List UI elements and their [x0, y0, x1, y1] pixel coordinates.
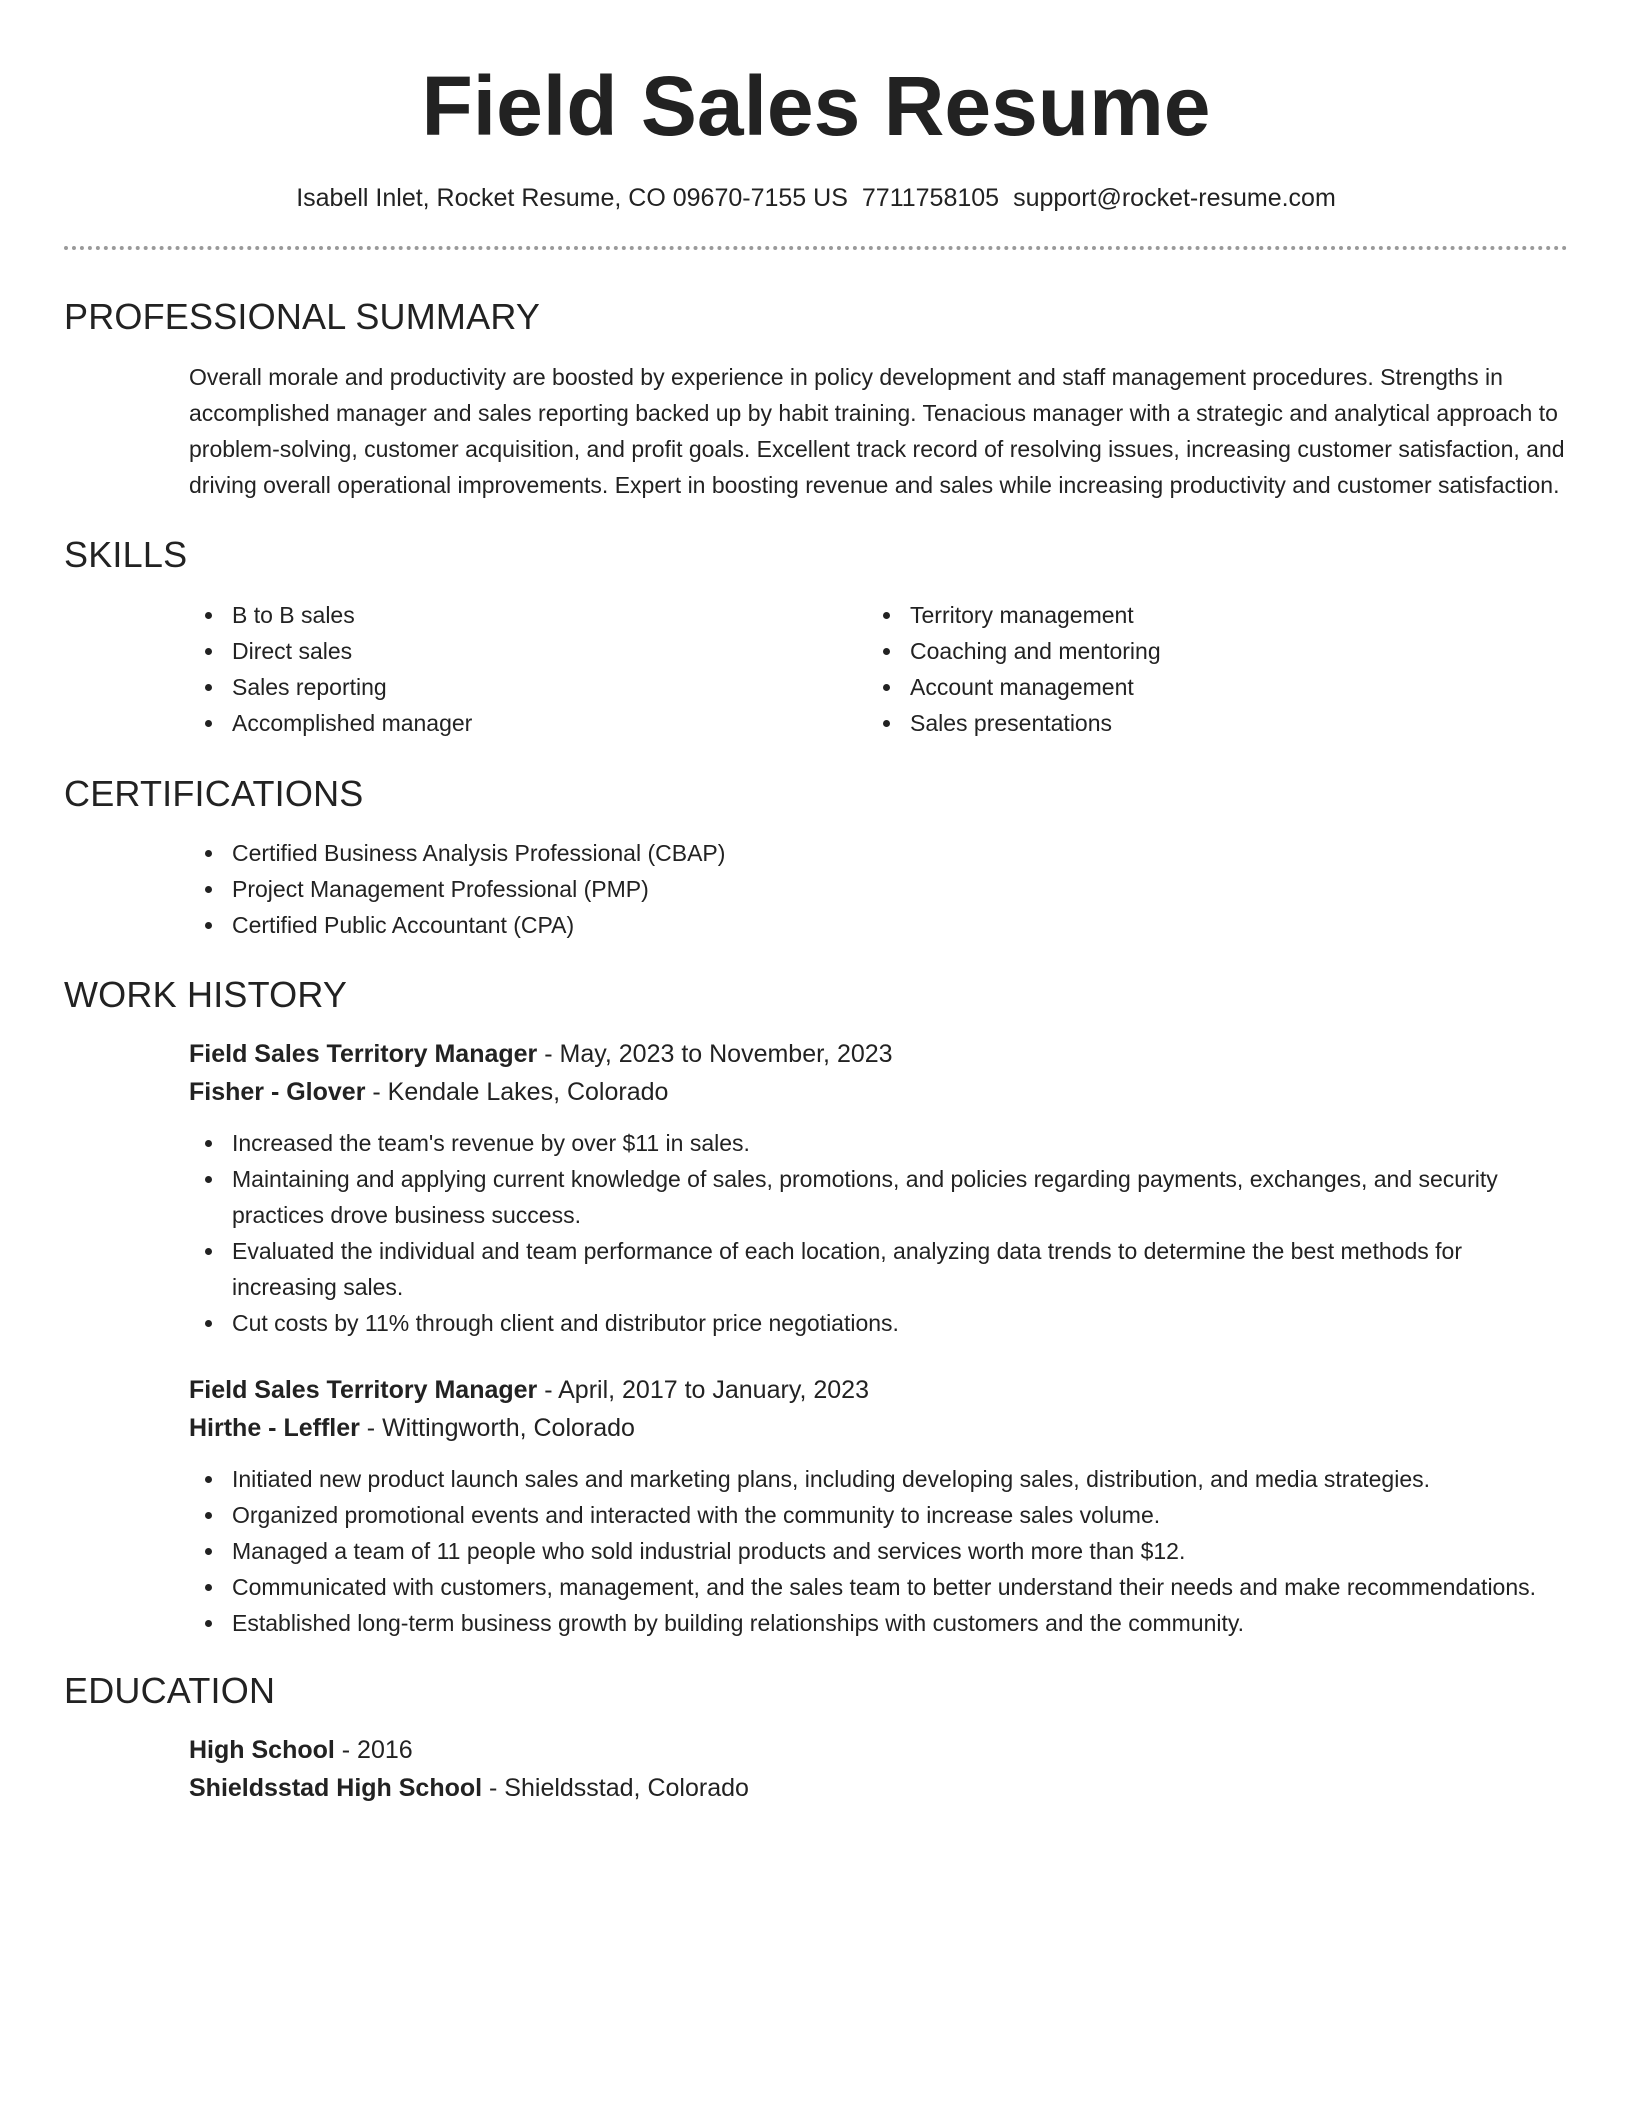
- job-entry: [189, 1371, 1568, 1641]
- skills-heading: SKILLS: [64, 534, 188, 575]
- bullet-icon: [883, 612, 890, 619]
- job-duty-item: Established long-term business growth by building relationships with customers and the community.: [189, 1605, 1568, 1641]
- skill-item: Account management: [867, 669, 1545, 705]
- job-title: Field Sales Territory Manager: [189, 1040, 538, 1068]
- work-history-section: [64, 973, 1568, 1641]
- skills-section: [64, 533, 1568, 741]
- job-title-line: [189, 1371, 1568, 1409]
- degree-line: [189, 1731, 1568, 1769]
- bullet-icon: [205, 1140, 212, 1147]
- bullet-icon: [205, 1320, 212, 1327]
- job-duty-item: Initiated new product launch sales and marketing plans, including developing sales, distribution, and media strategies.: [189, 1461, 1568, 1497]
- summary-text: Overall morale and productivity are boosted by experience in policy development and staff management procedures. Strengths in accomplished manager and sales reporting backed up by habit training. Tenacious manager with a strategic and analytical approach to problem-solving, customer acquisition, and profit goals. Excellent track record of resolving issues, increasing customer satisfaction, and driving overall operational improvements. Expert in boosting revenue and sales while increasing productivity and customer satisfaction.: [189, 364, 1565, 498]
- skill-item: Direct sales: [189, 633, 867, 669]
- job-company-line: [189, 1409, 1568, 1447]
- degree-name: High School: [189, 1736, 335, 1764]
- school-name: Shieldsstad High School: [189, 1774, 483, 1802]
- skills-list-left: [189, 597, 867, 741]
- bullet-icon: [205, 1584, 212, 1591]
- skill-item: Accomplished manager: [189, 705, 867, 741]
- job-title: Field Sales Territory Manager: [189, 1376, 538, 1404]
- summary-heading: PROFESSIONAL SUMMARY: [64, 296, 541, 337]
- skill-item: B to B sales: [189, 597, 867, 633]
- bullet-icon: [205, 612, 212, 619]
- contact-phone: 7711758105: [861, 184, 1000, 212]
- bullet-icon: [205, 720, 212, 727]
- job-dates: - May, 2023 to November, 2023: [537, 1040, 893, 1068]
- work-history-heading: WORK HISTORY: [64, 974, 348, 1015]
- job-company: Hirthe - Leffler: [189, 1414, 360, 1442]
- bullet-icon: [883, 720, 890, 727]
- certification-item: Certified Business Analysis Professional (CBAP): [189, 835, 1568, 871]
- certification-item: Project Management Professional (PMP): [189, 871, 1568, 907]
- bullet-icon: [205, 1476, 212, 1483]
- bullet-icon: [883, 648, 890, 655]
- job-company: Fisher - Glover: [189, 1078, 366, 1106]
- bullet-icon: [205, 886, 212, 893]
- bullet-icon: [205, 1548, 212, 1555]
- school-line: [189, 1769, 1568, 1807]
- contact-address: Isabell Inlet, Rocket Resume, CO 09670-7155 US: [296, 184, 848, 212]
- skills-list-right: [867, 597, 1545, 741]
- bullet-icon: [205, 1512, 212, 1519]
- resume-title: Field Sales Resume: [421, 59, 1211, 153]
- job-title-line: [189, 1035, 1568, 1073]
- skill-item: Territory management: [867, 597, 1545, 633]
- job-duty-item: Evaluated the individual and team performance of each location, analyzing data trends to determine the best methods for increasing sales.: [189, 1233, 1568, 1305]
- job-duty-item: Increased the team's revenue by over $11 in sales.: [189, 1125, 1568, 1161]
- job-entry: [189, 1035, 1568, 1341]
- job-duty-item: Communicated with customers, management, and the sales team to better understand their needs and make recommendations.: [189, 1569, 1568, 1605]
- certifications-heading: CERTIFICATIONS: [64, 773, 364, 814]
- bullet-icon: [205, 922, 212, 929]
- certifications-list: [189, 835, 1568, 943]
- certification-item: Certified Public Accountant (CPA): [189, 907, 1568, 943]
- job-duty-item: Maintaining and applying current knowledge of sales, promotions, and policies regarding payments, exchanges, and security practices drove business success.: [189, 1161, 1568, 1233]
- education-heading: EDUCATION: [64, 1670, 276, 1711]
- job-duty-item: Cut costs by 11% through client and distributor price negotiations.: [189, 1305, 1568, 1341]
- header-divider: [64, 246, 1568, 250]
- bullet-icon: [205, 850, 212, 857]
- bullet-icon: [883, 684, 890, 691]
- contact-line: [64, 180, 1568, 216]
- job-company-line: [189, 1073, 1568, 1111]
- job-duty-item: Managed a team of 11 people who sold industrial products and services worth more than $12.: [189, 1533, 1568, 1569]
- job-duties-list: [189, 1125, 1568, 1341]
- job-duties-list: [189, 1461, 1568, 1641]
- skill-item: Sales presentations: [867, 705, 1545, 741]
- bullet-icon: [205, 684, 212, 691]
- education-section: [64, 1669, 1568, 1807]
- skill-item: Coaching and mentoring: [867, 633, 1545, 669]
- bullet-icon: [205, 648, 212, 655]
- contact-email: support@rocket-resume.com: [1013, 184, 1336, 212]
- job-location: - Wittingworth, Colorado: [359, 1414, 635, 1442]
- bullet-icon: [205, 1620, 212, 1627]
- bullet-icon: [205, 1176, 212, 1183]
- skill-item: Sales reporting: [189, 669, 867, 705]
- education-entry: [189, 1731, 1568, 1807]
- skills-grid: [189, 597, 1568, 741]
- school-location: - Shieldsstad, Colorado: [482, 1774, 749, 1802]
- job-duty-item: Organized promotional events and interacted with the community to increase sales volume.: [189, 1497, 1568, 1533]
- certifications-section: [64, 772, 1568, 943]
- bullet-icon: [205, 1248, 212, 1255]
- degree-year: - 2016: [334, 1736, 413, 1764]
- summary-section: [64, 295, 1568, 503]
- job-location: - Kendale Lakes, Colorado: [365, 1078, 669, 1106]
- job-dates: - April, 2017 to January, 2023: [537, 1376, 869, 1404]
